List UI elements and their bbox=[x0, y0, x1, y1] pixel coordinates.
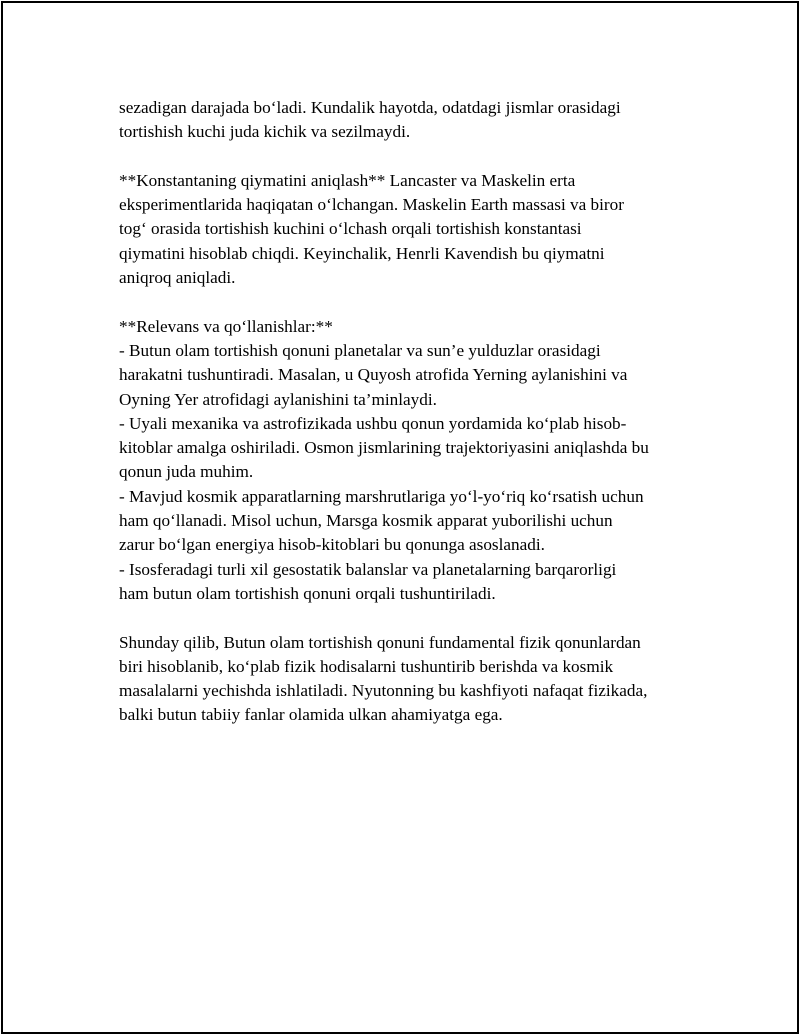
text-line: tortishish kuchi juda kichik va sezilmaydi. bbox=[119, 122, 411, 142]
section-heading-line: **Relevans va qo‘llanishlar:** bbox=[119, 316, 333, 336]
text-line: zarur bo‘lgan energiya hisob-kitoblari bu qonunga asoslanadi. bbox=[119, 535, 545, 555]
document-body bbox=[119, 96, 699, 728]
paragraph-gap bbox=[119, 290, 699, 314]
paragraph-konstanta-qiymati bbox=[119, 169, 699, 290]
paragraph-tortishish-kuchi bbox=[119, 96, 699, 145]
paragraph-relevans-qollanishlar bbox=[119, 315, 699, 607]
paragraph-gap bbox=[119, 145, 699, 169]
text-line: sezadigan darajada bo‘ladi. Kundalik hayotda, odatdagi jismlar orasidagi bbox=[119, 98, 621, 117]
list-item-line: - Uyali mexanika va astrofizikada ushbu qonun yordamida ko‘plab hisob- bbox=[119, 413, 627, 433]
list-item-line: - Butun olam tortishish qonuni planetalar va sun’e yulduzlar orasidagi bbox=[119, 340, 601, 360]
text-line: Shunday qilib, Butun olam tortishish qonuni fundamental fizik qonunlardan bbox=[119, 632, 641, 652]
text-line: qonun juda muhim. bbox=[119, 462, 254, 482]
text-line: Oyning Yer atrofidagi aylanishini ta’minlaydi. bbox=[119, 389, 437, 409]
text-line: qiymatini hisoblab chiqdi. Keyinchalik, Henrli Kavendish bu qiymatni bbox=[119, 243, 605, 263]
text-line: biri hisoblanib, ko‘plab fizik hodisalarni tushuntirib berishda va kosmik bbox=[119, 656, 614, 676]
list-item-line: - Mavjud kosmik apparatlarning marshrutlariga yo‘l-yo‘riq ko‘rsatish uchun bbox=[119, 486, 644, 506]
text-line: ham butun olam tortishish qonuni orqali tushuntiriladi. bbox=[119, 583, 496, 603]
text-line: ham qo‘llanadi. Misol uchun, Marsga kosmik apparat yuborilishi uchun bbox=[119, 511, 613, 531]
page-frame bbox=[1, 1, 799, 1034]
text-line: tog‘ orasida tortishish kuchini o‘lchash orqali tortishish konstantasi bbox=[119, 219, 582, 239]
text-line: **Konstantaning qiymatini aniqlash** Lancaster va Maskelin erta bbox=[119, 170, 576, 190]
text-line: harakatni tushuntiradi. Masalan, u Quyosh atrofida Yerning aylanishini va bbox=[119, 365, 628, 385]
paragraph-xulosa bbox=[119, 631, 699, 728]
list-item-line: - Isosferadagi turli xil gesostatik balanslar va planetalarning barqarorligi bbox=[119, 559, 617, 579]
text-line: balki butun tabiiy fanlar olamida ulkan ahamiyatga ega. bbox=[119, 705, 503, 725]
text-line: eksperimentlarida haqiqatan o‘lchangan. Maskelin Earth massasi va biror bbox=[119, 195, 624, 215]
text-line: kitoblar amalga oshiriladi. Osmon jismlarining trajektoriyasini aniqlashda bu bbox=[119, 438, 649, 458]
text-line: aniqroq aniqladi. bbox=[119, 268, 236, 288]
paragraph-gap bbox=[119, 606, 699, 630]
text-line: masalalarni yechishda ishlatiladi. Nyutonning bu kashfiyoti nafaqat fizikada, bbox=[119, 681, 648, 701]
